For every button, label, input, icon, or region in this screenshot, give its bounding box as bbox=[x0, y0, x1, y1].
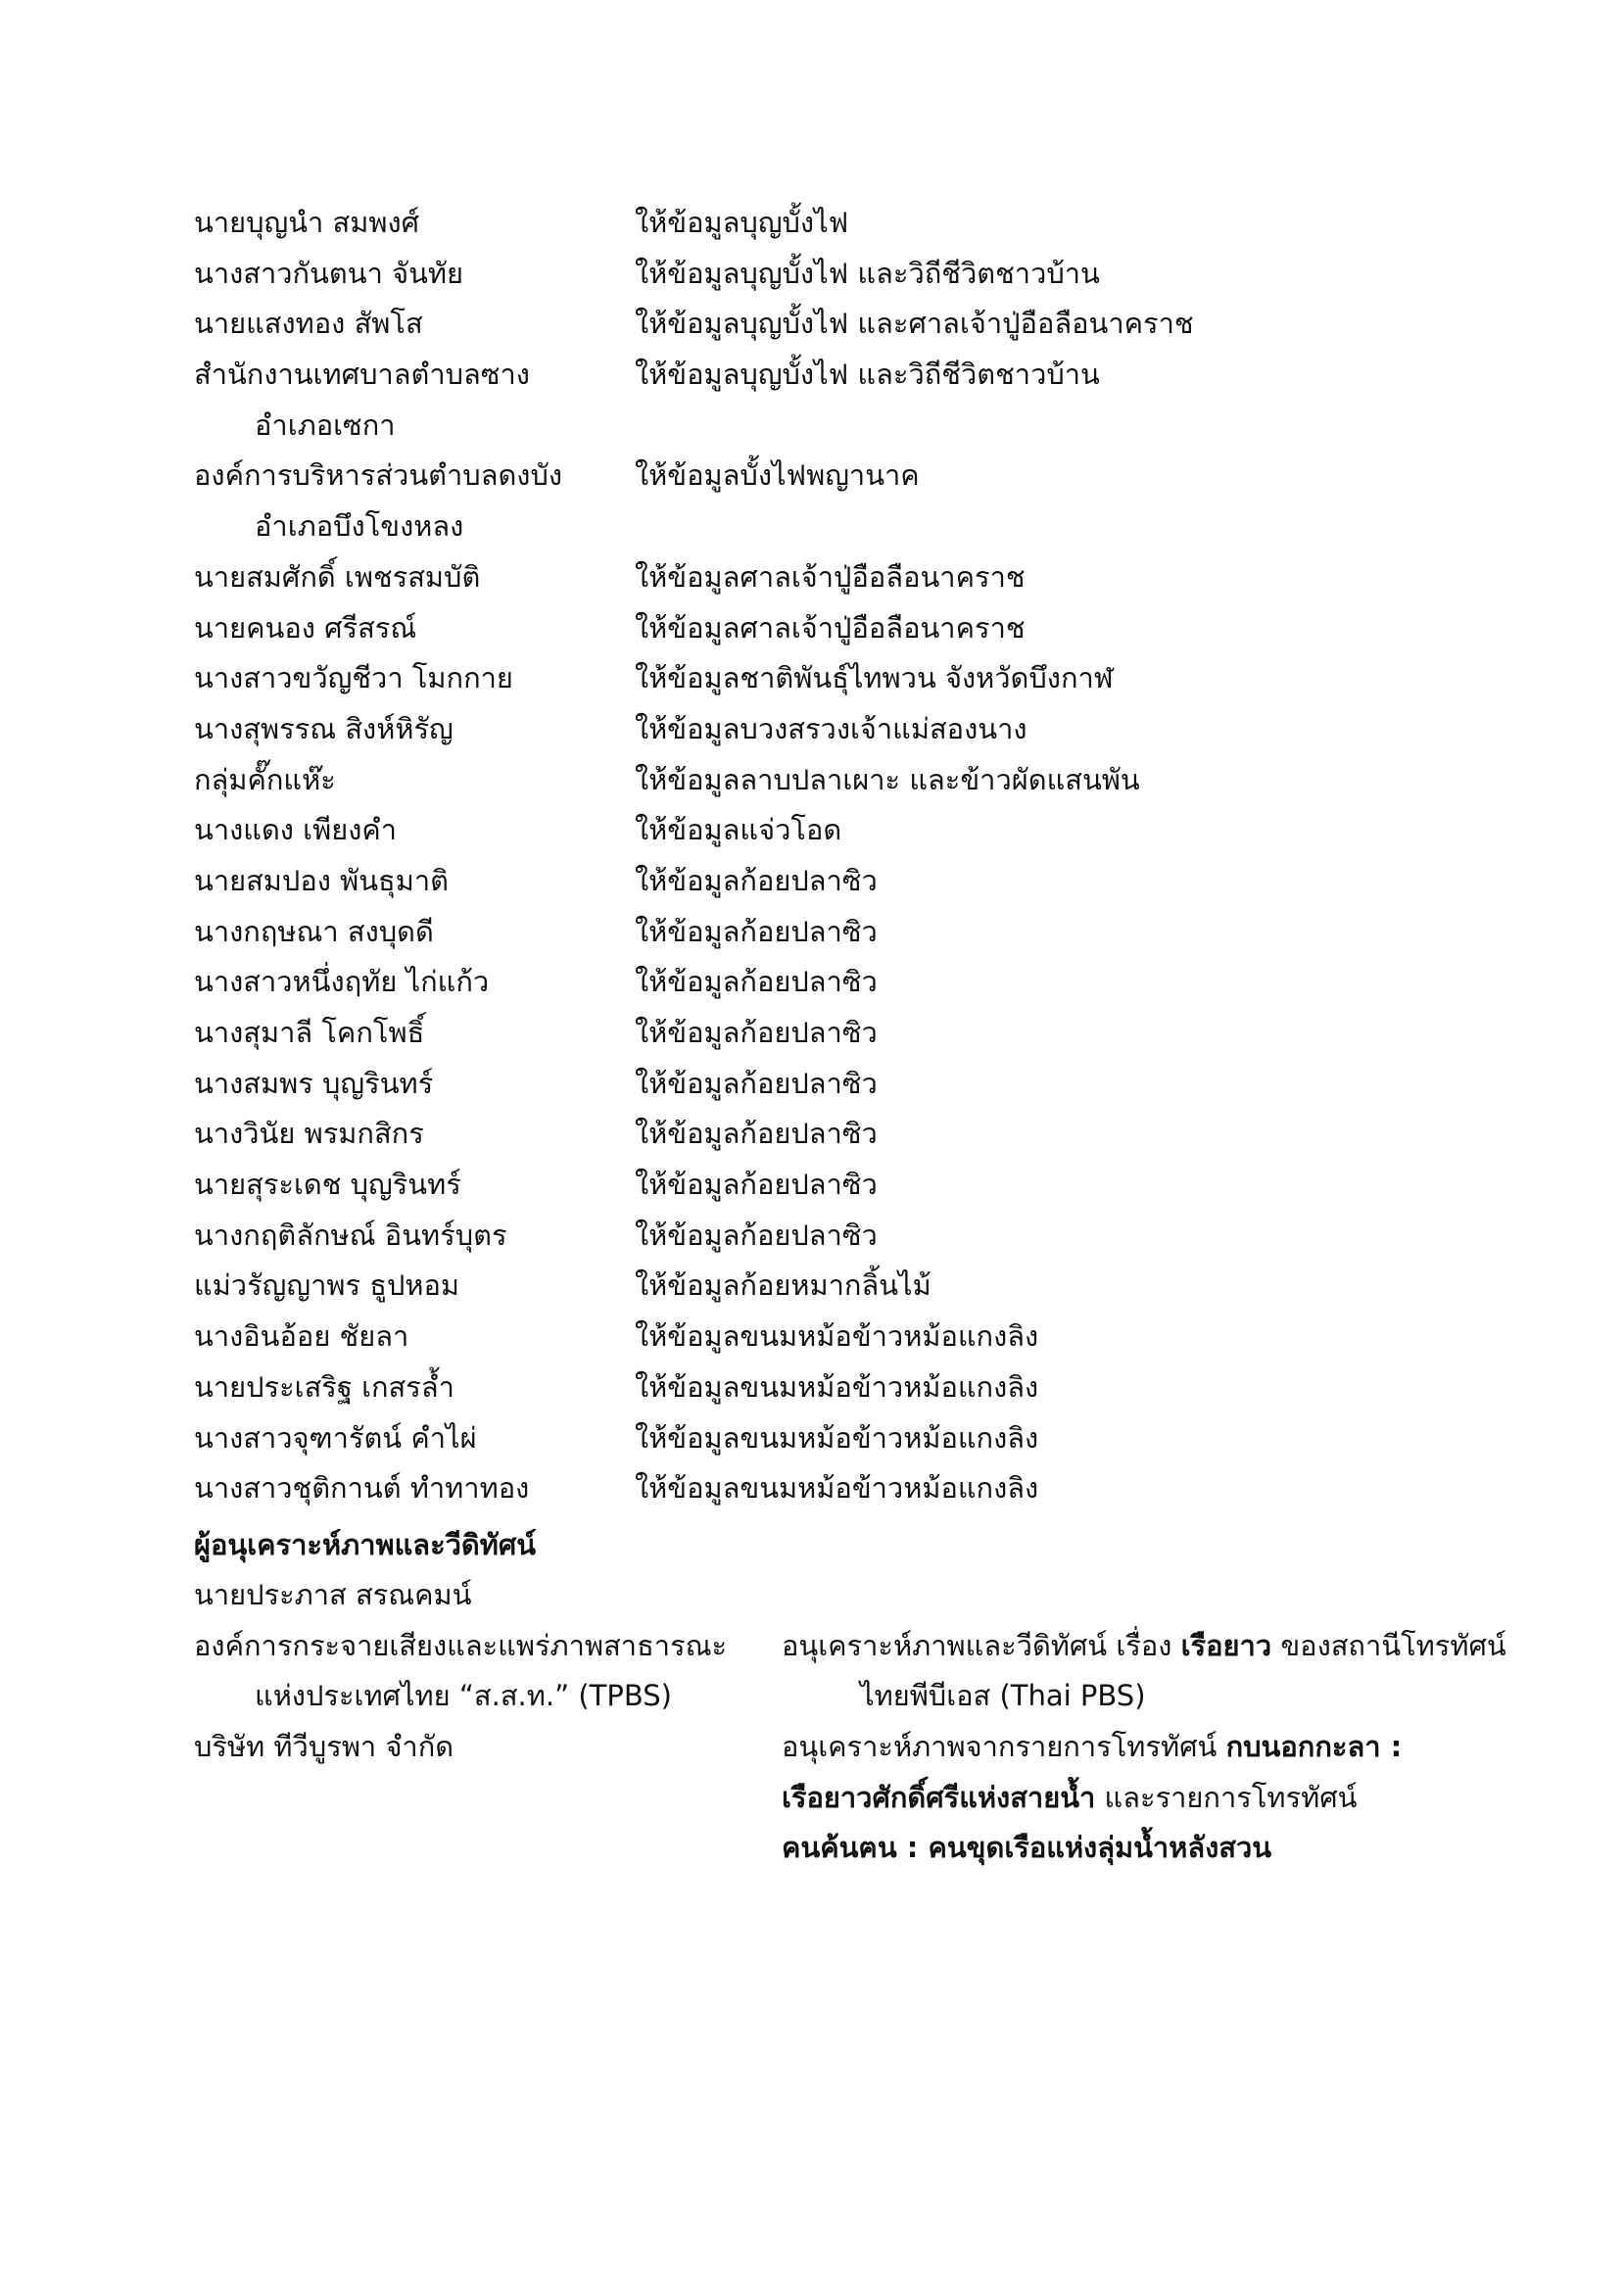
contributor-row bbox=[194, 1211, 1467, 1262]
contributor-name-continuation: อำเภอบึงโขงหลง bbox=[255, 509, 464, 544]
contributor-name: นางสาวกันตนา จันทัย bbox=[194, 256, 464, 290]
media-contributors-section bbox=[194, 1519, 1506, 1874]
contributor-row bbox=[194, 1160, 1467, 1211]
contributor-description: ให้ข้อมูลชาติพันธุ์ไทพวน จังหวัดบึงกาฬ bbox=[635, 661, 1114, 695]
media-org1-desc: อนุเคราะห์ภาพและวีดิทัศน์ เรื่อง เรือยาว ของสถานีโทรทัศน์ bbox=[782, 1628, 1506, 1662]
media-section-heading: ผู้อนุเคราะห์ภาพและวีดิทัศน์ bbox=[194, 1528, 537, 1561]
contributor-row bbox=[194, 653, 1467, 704]
contributor-name: นางสาวหนึ่งฤทัย ไก่แก้ว bbox=[194, 965, 490, 999]
contributor-row bbox=[194, 451, 1467, 502]
contributor-description: ให้ข้อมูลก้อยปลาซิว bbox=[635, 914, 878, 948]
contributor-name: กลุ่มคั๊กแห๊ะ bbox=[194, 762, 336, 796]
contributor-row-continuation bbox=[194, 401, 1467, 452]
contributor-name: นางแดง เพียงคำ bbox=[194, 813, 398, 847]
contributor-name: นางสุพรรณ สิงห์หิรัญ bbox=[194, 711, 454, 745]
contributor-description: ให้ข้อมูลขนมหม้อข้าวหม้อแกงลิง bbox=[635, 1420, 1039, 1455]
media-org1-desc-cont: ไทยพีบีเอส (Thai PBS) bbox=[860, 1679, 1146, 1713]
contributor-name: นายสมปอง พันธุมาติ bbox=[194, 863, 449, 897]
contributor-description: ให้ข้อมูลก้อยปลาซิว bbox=[635, 1218, 878, 1252]
contributor-name: องค์การบริหารส่วนตำบลดงบัง bbox=[194, 458, 563, 493]
media-org2-desc-line2: เรือยาวศักดิ์ศรีแห่งสายน้ำ และรายการโทรทัศน์ bbox=[782, 1780, 1358, 1814]
contributor-description: ให้ข้อมูลก้อยปลาซิว bbox=[635, 1016, 878, 1049]
media-org1-row bbox=[194, 1621, 1506, 1672]
contributor-row bbox=[194, 1261, 1467, 1312]
contributor-description: ให้ข้อมูลบุญบั้งไฟ และวิถีชีวิตชาวบ้าน bbox=[635, 358, 1100, 392]
contributor-name-continuation: อำเภอเซกา bbox=[255, 407, 396, 442]
contributor-name: นายคนอง ศรีสรณ์ bbox=[194, 610, 417, 645]
contributor-row bbox=[194, 755, 1467, 806]
contributor-row-continuation bbox=[194, 502, 1467, 552]
contributor-name: แม่วรัญญาพร ธูปหอม bbox=[194, 1268, 460, 1303]
contributor-description: ให้ข้อมูลก้อยหมากลิ้นไม้ bbox=[635, 1268, 931, 1303]
media-person-row bbox=[194, 1570, 1467, 1621]
contributor-description: ให้ข้อมูลศาลเจ้าปู่อือลือนาคราช bbox=[635, 559, 1026, 594]
contributor-name: นางสาวชุติกานต์ ทำทาทอง bbox=[194, 1471, 530, 1506]
contributor-description: ให้ข้อมูลแจ่วโอด bbox=[635, 813, 842, 847]
contributor-row bbox=[194, 1008, 1467, 1059]
contributor-row bbox=[194, 957, 1467, 1008]
media-org2-line2-row bbox=[194, 1773, 1467, 1824]
contributor-description: ให้ข้อมูลบุญบั้งไฟ และศาลเจ้าปู่อือลือนาคราช bbox=[635, 307, 1194, 341]
contributor-name: นายสุระเดช บุญรินทร์ bbox=[194, 1168, 461, 1202]
contributor-description: ให้ข้อมูลก้อยปลาซิว bbox=[635, 1117, 878, 1151]
contributor-row bbox=[194, 1413, 1467, 1464]
contributor-description: ให้ข้อมูลก้อยปลาซิว bbox=[635, 965, 878, 999]
contributor-row bbox=[194, 907, 1467, 958]
contributor-description: ให้ข้อมูลก้อยปลาซิว bbox=[635, 863, 878, 897]
contributor-description: ให้ข้อมูลศาลเจ้าปู่อือลือนาคราช bbox=[635, 610, 1026, 645]
contributor-name: นายแสงทอง สัพโส bbox=[194, 307, 423, 341]
media-org2-line3-row bbox=[194, 1823, 1467, 1874]
contributor-name: สำนักงานเทศบาลตำบลซาง bbox=[194, 358, 530, 392]
media-org1-name-cont: แห่งประเทศไทย “ส.ส.ท.” (TPBS) bbox=[255, 1679, 672, 1713]
contributor-description: ให้ข้อมูลก้อยปลาซิว bbox=[635, 1066, 878, 1100]
contributor-row bbox=[194, 704, 1467, 755]
contributor-name: นางกฤษณา สงบุดดี bbox=[194, 914, 434, 948]
contributor-name: นายบุญนำ สมพงศ์ bbox=[194, 206, 420, 239]
contributor-description: ให้ข้อมูลบั้งไฟพญานาค bbox=[635, 458, 920, 493]
contributor-row bbox=[194, 249, 1467, 300]
contributor-name: นางสมพร บุญรินทร์ bbox=[194, 1066, 434, 1100]
contributor-name: นายประเสริฐ เกสรล้ำ bbox=[194, 1369, 454, 1404]
contributor-row bbox=[194, 1059, 1467, 1110]
contributor-description: ให้ข้อมูลขนมหม้อข้าวหม้อแกงลิง bbox=[635, 1471, 1039, 1506]
contributor-row bbox=[194, 856, 1467, 907]
media-person-name: นายประภาส สรณคมน์ bbox=[194, 1578, 472, 1611]
media-org1-name: องค์การกระจายเสียงและแพร่ภาพสาธารณะ bbox=[194, 1628, 728, 1662]
contributor-row bbox=[194, 552, 1467, 603]
contributor-description: ให้ข้อมูลบุญบั้งไฟ และวิถีชีวิตชาวบ้าน bbox=[635, 256, 1100, 290]
contributor-name: นางสาวขวัญชีวา โมกกาย bbox=[194, 661, 513, 695]
media-org2-desc-line3: คนค้นฅน : คนขุดเรือแห่งลุ่มน้ำหลังสวน bbox=[782, 1831, 1272, 1865]
media-org2-row bbox=[194, 1722, 1467, 1773]
contributor-row bbox=[194, 1109, 1467, 1160]
contributor-name: นางวินัย พรมกสิกร bbox=[194, 1117, 424, 1151]
contributor-name: นางสุมาลี โคกโพธิ์ bbox=[194, 1016, 425, 1049]
contributor-name: นางสาวจุฑารัตน์ คำไผ่ bbox=[194, 1420, 477, 1455]
contributor-description: ให้ข้อมูลขนมหม้อข้าวหม้อแกงลิง bbox=[635, 1369, 1039, 1404]
contributor-row bbox=[194, 350, 1467, 401]
contributor-row bbox=[194, 805, 1467, 856]
contributor-row bbox=[194, 1463, 1467, 1514]
contributor-name: นางกฤติลักษณ์ อินทร์บุตร bbox=[194, 1218, 507, 1252]
contributor-name: นางอินอ้อย ชัยลา bbox=[194, 1319, 409, 1354]
contributor-description: ให้ข้อมูลบวงสรวงเจ้าแม่สองนาง bbox=[635, 711, 1027, 745]
contributor-description: ให้ข้อมูลขนมหม้อข้าวหม้อแกงลิง bbox=[635, 1319, 1039, 1354]
media-org2-name: บริษัท ทีวีบูรพา จำกัด bbox=[194, 1730, 454, 1764]
contributor-description: ให้ข้อมูลบุญบั้งไฟ bbox=[635, 206, 849, 239]
contributor-row bbox=[194, 198, 1467, 249]
contributor-list bbox=[194, 198, 1467, 1514]
contributor-description: ให้ข้อมูลลาบปลาเผาะ และข้าวผัดแสนพัน bbox=[635, 762, 1140, 796]
contributor-row bbox=[194, 1312, 1467, 1363]
contributor-row bbox=[194, 1363, 1467, 1413]
media-org2-desc-line1: อนุเคราะห์ภาพจากรายการโทรทัศน์ กบนอกกะลา : bbox=[782, 1730, 1403, 1764]
contributor-row bbox=[194, 603, 1467, 654]
contributor-name: นายสมศักดิ์ เพชรสมบัติ bbox=[194, 559, 481, 594]
contributor-row bbox=[194, 299, 1467, 350]
contributor-description: ให้ข้อมูลก้อยปลาซิว bbox=[635, 1168, 878, 1202]
media-org1-cont-row bbox=[194, 1671, 1467, 1722]
